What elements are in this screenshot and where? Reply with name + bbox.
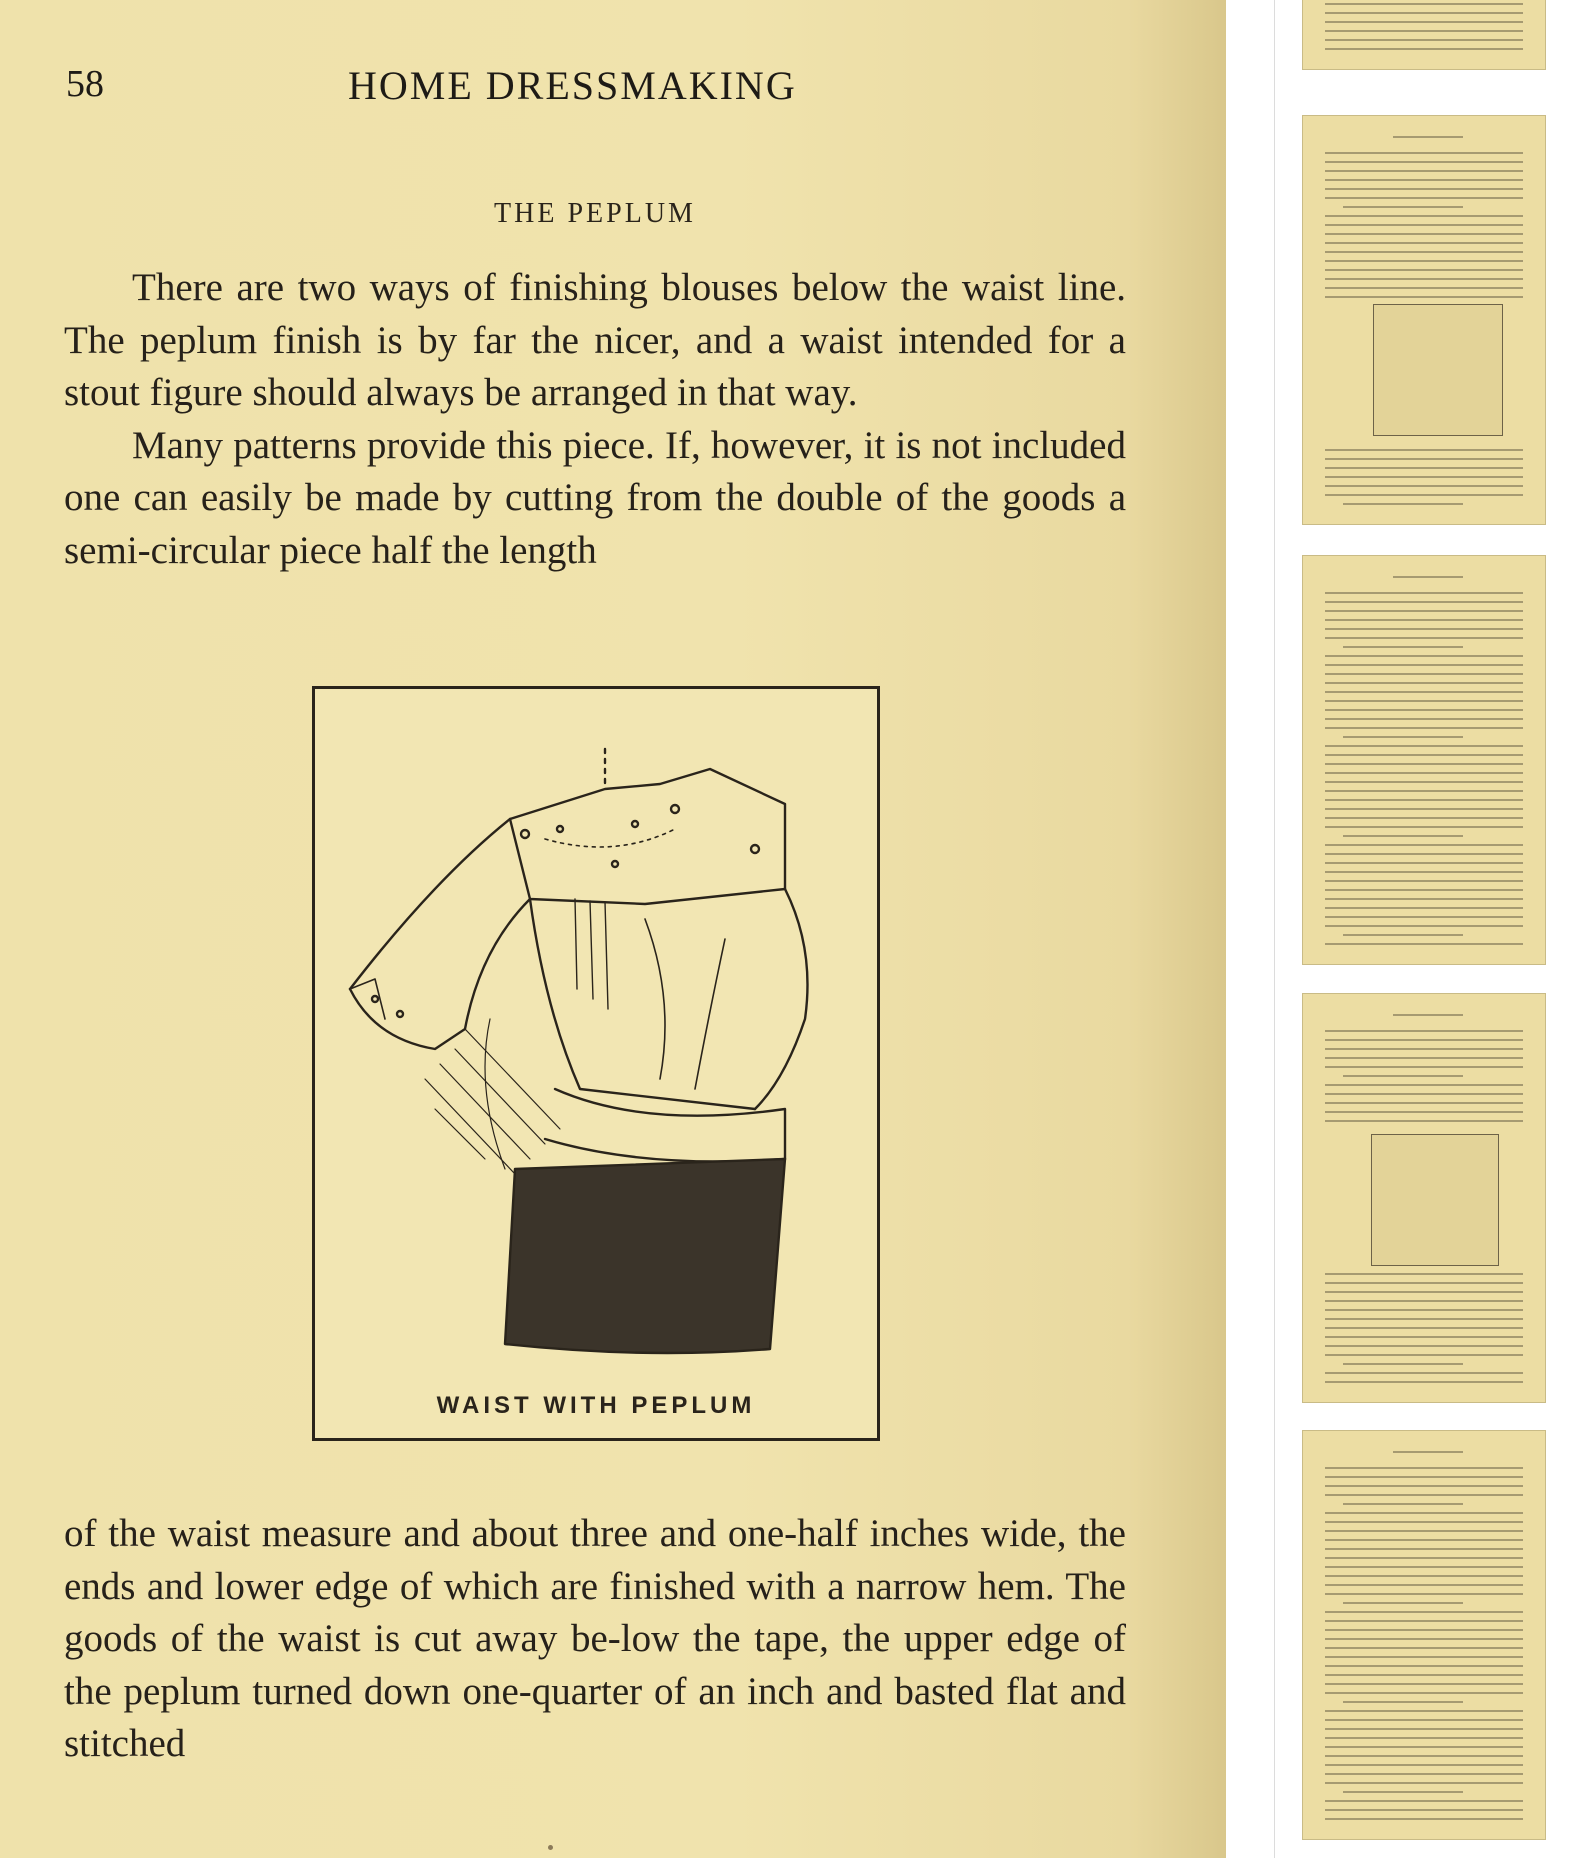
- thumbnail-text-line: [1325, 476, 1523, 478]
- thumbnail-text-line: [1325, 682, 1523, 684]
- thumbnail-page-61[interactable]: [1302, 993, 1546, 1403]
- thumbnail-figure: [1373, 304, 1503, 436]
- thumbnail-text-line: [1325, 1111, 1523, 1113]
- thumbnail-text-line: [1325, 287, 1523, 289]
- thumbnail-text-line: [1325, 691, 1523, 693]
- thumbnail-text-line: [1325, 664, 1523, 666]
- thumbnail-text-line: [1325, 1318, 1523, 1320]
- thumbnail-text-line: [1325, 592, 1523, 594]
- thumbnail-text-line: [1325, 1354, 1523, 1356]
- thumbnail-text-line: [1325, 30, 1523, 32]
- thumbnail-text-line: [1325, 152, 1523, 154]
- thumbnail-text-line: [1325, 1800, 1523, 1802]
- thumbnail-text-line: [1325, 1584, 1523, 1586]
- thumbnail-text-line: [1325, 1345, 1523, 1347]
- thumbnail-text-line: [1325, 619, 1523, 621]
- thumbnail-text-line: [1325, 1102, 1523, 1104]
- page-number: 58: [66, 63, 104, 105]
- thumbnail-text-line: [1343, 1075, 1463, 1077]
- thumbnail-text-line: [1325, 628, 1523, 630]
- thumbnail-text-line: [1325, 1638, 1523, 1640]
- thumbnail-text-line: [1325, 1620, 1523, 1622]
- thumbnail-text-line: [1325, 1530, 1523, 1532]
- thumbnail-text-line: [1343, 503, 1463, 505]
- thumbnail-text-line: [1325, 673, 1523, 675]
- thumbnail-text-line: [1325, 898, 1523, 900]
- thumbnail-text-line: [1325, 179, 1523, 181]
- thumbnail-text-line: [1343, 646, 1463, 648]
- figure-caption: WAIST WITH PEPLUM: [436, 1392, 756, 1419]
- thumbnail-text-line: [1325, 485, 1523, 487]
- thumbnail-text-line: [1325, 1372, 1523, 1374]
- thumbnail-text-line: [1325, 1566, 1523, 1568]
- thumbnail-text-line: [1325, 458, 1523, 460]
- thumbnail-text-line: [1325, 1611, 1523, 1613]
- thumbnail-text-line: [1325, 817, 1523, 819]
- paragraph: Many patterns provide this piece. If, however, it is not included one can easily be made by cutting from the double of the goods a semi-circular piece half the length: [64, 423, 1126, 572]
- blouse-illustration: [315, 689, 877, 1438]
- thumbnail-text-line: [1325, 916, 1523, 918]
- thumbnail-text-line: [1325, 1521, 1523, 1523]
- thumbnail-text-line: [1343, 835, 1463, 837]
- thumbnail-text-line: [1343, 1602, 1463, 1604]
- page-mark: [548, 1845, 553, 1850]
- thumbnail-text-line: [1325, 269, 1523, 271]
- thumbnail-text-line: [1325, 1336, 1523, 1338]
- thumbnail-text-line: [1325, 1066, 1523, 1068]
- thumbnail-header-line: [1393, 136, 1463, 138]
- thumbnail-page-59[interactable]: [1302, 115, 1546, 525]
- thumbnail-text-line: [1325, 655, 1523, 657]
- thumbnail-text-line: [1325, 1084, 1523, 1086]
- thumbnail-text-line: [1325, 1674, 1523, 1676]
- thumbnail-text-line: [1325, 1030, 1523, 1032]
- thumbnail-text-line: [1325, 907, 1523, 909]
- thumbnail-text-line: [1325, 745, 1523, 747]
- thumbnail-text-line: [1325, 700, 1523, 702]
- thumbnail-text-line: [1325, 853, 1523, 855]
- thumbnail-text-line: [1325, 1575, 1523, 1577]
- thumbnail-text-line: [1325, 1291, 1523, 1293]
- thumbnail-text-line: [1325, 1665, 1523, 1667]
- thumbnail-text-line: [1343, 736, 1463, 738]
- thumbnail-page-62[interactable]: [1302, 1430, 1546, 1840]
- thumbnail-text-line: [1325, 808, 1523, 810]
- thumbnail-text-line: [1325, 1782, 1523, 1784]
- thumbnail-text-line: [1325, 718, 1523, 720]
- thumbnail-text-line: [1325, 467, 1523, 469]
- thumbnail-text-line: [1325, 1057, 1523, 1059]
- thumbnail-text-line: [1325, 826, 1523, 828]
- thumbnail-text-line: [1325, 39, 1523, 41]
- thumbnail-text-line: [1325, 1327, 1523, 1329]
- thumbnail-text-line: [1343, 1791, 1463, 1793]
- thumbnail-text-line: [1325, 1746, 1523, 1748]
- thumbnail-text-line: [1325, 1557, 1523, 1559]
- thumbnail-text-line: [1325, 1728, 1523, 1730]
- thumbnail-text-line: [1325, 224, 1523, 226]
- thumbnail-text-line: [1325, 1539, 1523, 1541]
- thumbnail-text-line: [1325, 889, 1523, 891]
- thumbnail-text-line: [1325, 188, 1523, 190]
- thumbnail-text-line: [1325, 763, 1523, 765]
- thumbnail-text-line: [1325, 1485, 1523, 1487]
- thumbnail-header-line: [1393, 576, 1463, 578]
- thumbnail-sidebar[interactable]: [1226, 0, 1588, 1858]
- body-text-bottom: [64, 1508, 1126, 1771]
- thumbnail-text-line: [1325, 3, 1523, 5]
- thumbnail-text-line: [1325, 449, 1523, 451]
- thumbnail-text-line: [1325, 233, 1523, 235]
- thumbnail-text-line: [1325, 170, 1523, 172]
- thumbnail-text-line: [1325, 1656, 1523, 1658]
- thumbnail-text-line: [1325, 1476, 1523, 1478]
- thumbnail-text-line: [1325, 1683, 1523, 1685]
- thumbnail-text-line: [1343, 934, 1463, 936]
- thumbnail-text-line: [1325, 215, 1523, 217]
- thumbnail-text-line: [1325, 296, 1523, 298]
- thumbnail-text-line: [1325, 781, 1523, 783]
- thumbnail-text-line: [1325, 799, 1523, 801]
- thumbnail-header-line: [1393, 1451, 1463, 1453]
- thumbnail-text-line: [1325, 1818, 1523, 1820]
- thumbnail-text-line: [1325, 1692, 1523, 1694]
- thumbnail-text-line: [1325, 1494, 1523, 1496]
- thumbnail-text-line: [1325, 1755, 1523, 1757]
- thumbnail-text-line: [1325, 880, 1523, 882]
- thumbnail-text-line: [1325, 772, 1523, 774]
- thumbnail-text-line: [1325, 1710, 1523, 1712]
- thumbnail-text-line: [1325, 48, 1523, 50]
- thumbnail-page-60[interactable]: [1302, 555, 1546, 965]
- thumbnail-figure: [1371, 1134, 1499, 1266]
- thumbnail-text-line: [1343, 1701, 1463, 1703]
- thumbnail-text-line: [1325, 1048, 1523, 1050]
- thumbnail-text-line: [1325, 1512, 1523, 1514]
- thumbnail-text-line: [1325, 1809, 1523, 1811]
- thumbnail-text-line: [1325, 610, 1523, 612]
- figure-waist-with-peplum: [312, 686, 880, 1441]
- thumbnail-text-line: [1325, 601, 1523, 603]
- thumbnail-text-line: [1325, 727, 1523, 729]
- thumbnail-text-line: [1325, 242, 1523, 244]
- thumbnail-text-line: [1325, 251, 1523, 253]
- thumbnail-text-line: [1325, 1647, 1523, 1649]
- thumbnail-text-line: [1325, 278, 1523, 280]
- thumbnail-text-line: [1325, 637, 1523, 639]
- sidebar-divider: [1274, 0, 1275, 1858]
- thumbnail-text-line: [1325, 12, 1523, 14]
- paragraph: of the waist measure and about three and one-half inches wide, the ends and lower edge of which are finished with a narrow hem. The goods of the waist is cut away be-low the tape, the upper edge of the peplum turned down one-quarter of an inch and basted flat and stitched: [64, 1512, 1126, 1765]
- thumbnail-text-line: [1325, 1309, 1523, 1311]
- thumbnail-text-line: [1325, 709, 1523, 711]
- thumbnail-text-line: [1325, 197, 1523, 199]
- thumbnail-text-line: [1325, 494, 1523, 496]
- thumbnail-text-line: [1325, 844, 1523, 846]
- thumbnail-text-line: [1325, 862, 1523, 864]
- thumbnail-text-line: [1325, 1764, 1523, 1766]
- thumbnail-text-line: [1325, 21, 1523, 23]
- thumbnail-text-line: [1325, 790, 1523, 792]
- thumbnail-text-line: [1325, 1282, 1523, 1284]
- thumbnail-text-line: [1325, 1093, 1523, 1095]
- thumbnail-text-line: [1343, 1363, 1463, 1365]
- thumbnail-text-line: [1325, 1548, 1523, 1550]
- thumbnail-text-line: [1325, 1300, 1523, 1302]
- paragraph: There are two ways of finishing blouses below the waist line. The peplum finish is by far the nicer, and a waist intended for a stout figure should always be arranged in that way.: [64, 266, 1126, 414]
- thumbnail-text-line: [1325, 1773, 1523, 1775]
- thumbnail-text-line: [1325, 943, 1523, 945]
- thumbnail-text-line: [1325, 1629, 1523, 1631]
- running-head: HOME DRESSMAKING: [348, 63, 797, 108]
- thumbnail-text-line: [1325, 1467, 1523, 1469]
- thumbnail-text-line: [1325, 1120, 1523, 1122]
- thumbnail-text-line: [1325, 1719, 1523, 1721]
- thumbnail-text-line: [1325, 925, 1523, 927]
- thumbnail-page-57[interactable]: [1302, 0, 1546, 70]
- thumbnail-text-line: [1325, 1381, 1523, 1383]
- thumbnail-text-line: [1325, 260, 1523, 262]
- thumbnail-text-line: [1325, 871, 1523, 873]
- thumbnail-text-line: [1325, 1273, 1523, 1275]
- thumbnail-text-line: [1325, 1737, 1523, 1739]
- body-text-top: [64, 262, 1126, 577]
- thumbnail-text-line: [1325, 161, 1523, 163]
- thumbnail-text-line: [1343, 206, 1463, 208]
- thumbnail-text-line: [1325, 1593, 1523, 1595]
- thumbnail-text-line: [1325, 754, 1523, 756]
- thumbnail-text-line: [1343, 1503, 1463, 1505]
- thumbnail-header-line: [1393, 1014, 1463, 1016]
- thumbnail-text-line: [1325, 1039, 1523, 1041]
- section-title: THE PEPLUM: [494, 198, 696, 229]
